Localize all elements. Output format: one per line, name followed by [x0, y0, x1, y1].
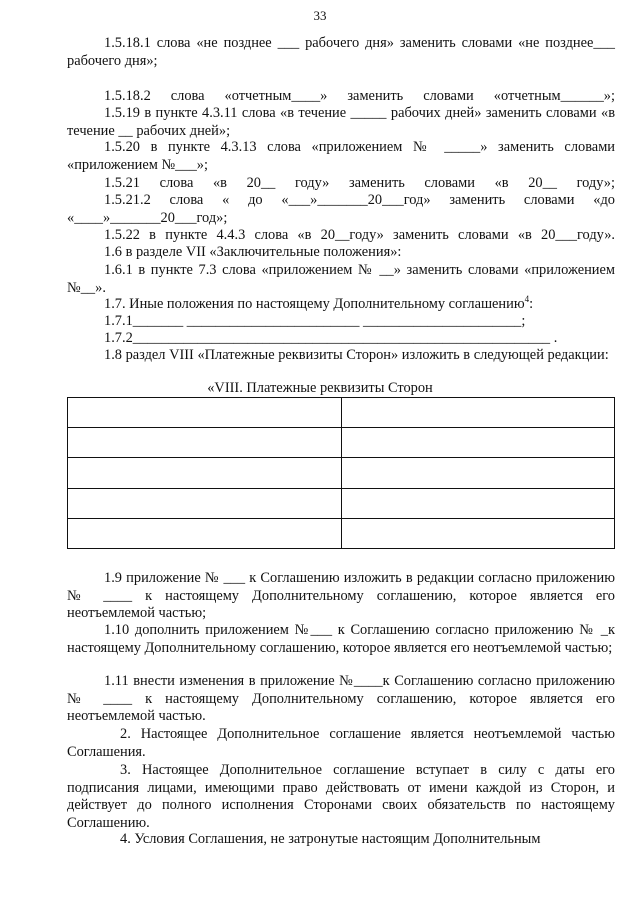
table-cell — [341, 488, 615, 518]
table-cell — [341, 458, 615, 488]
item-1-7 — [67, 296, 615, 314]
table-cell — [68, 398, 342, 428]
item-1-5-18-1: 1.5.18.1 слова «не позднее ___ рабочего дня» заменить словами «не позднее___ рабочего дня»; — [67, 35, 615, 69]
item-1-11: 1.11 внести изменения в приложение №____к Соглашению согласно приложению № ____ к настоящему Дополнительному соглашению, которое является его неотъемлемой частью. — [67, 673, 615, 724]
table-row — [68, 458, 615, 488]
table-cell — [341, 428, 615, 458]
item-1-9: 1.9 приложение № ___ к Соглашению изложить в редакции согласно приложению № ____ к настоящему Дополнительному соглашению, которое является его неотъемлемой частью; — [67, 570, 615, 621]
item-1-10: 1.10 дополнить приложением №___ к Соглашению согласно приложению № _к настоящему Дополнительному соглашению, которое является его неотъемлемой частью; — [67, 622, 615, 656]
table-cell — [341, 398, 615, 428]
table-cell — [68, 518, 342, 548]
item-1-6: 1.6 в разделе VII «Заключительные положения»: — [104, 244, 402, 260]
table-cell — [68, 488, 342, 518]
item-1-7-text: 1.7. Иные положения по настоящему Дополнительному соглашению — [104, 296, 525, 312]
table-cell — [68, 458, 342, 488]
item-1-5-21-2: 1.5.21.2 слова « до «___»_______20___год» заменить словами «до «____»_______20___год»; — [67, 192, 615, 226]
table-cell — [68, 428, 342, 458]
item-1-5-21: 1.5.21 слова «в 20__ году» заменить словами «в 20__ году»; — [104, 175, 615, 191]
item-2: 2. Настоящее Дополнительное соглашение является неотъемлемой частью Соглашения. — [67, 726, 615, 760]
table-row — [68, 518, 615, 548]
item-1-7-2: 1.7.2__________________________________________________________ . — [104, 330, 558, 346]
item-1-5-18-2: 1.5.18.2 слова «отчетным____» заменить словами «отчетным______»; — [104, 88, 615, 104]
item-1-5-19: 1.5.19 в пункте 4.3.11 слова «в течение _____ рабочих дней» заменить словами «в течение __ рабочих дней»; — [67, 105, 615, 139]
payment-details-table — [67, 397, 615, 549]
item-1-7-1: 1.7.1_______ ________________________ ______________________; — [104, 313, 526, 329]
item-1-7-colon: : — [529, 296, 534, 312]
table-row — [68, 428, 615, 458]
table-row — [68, 488, 615, 518]
item-3: 3. Настоящее Дополнительное соглашение вступает в силу с даты его подписания лицами, имеющими право действовать от имени каждой из Сторон, и действует до полного исполнения Сторонами своих обязательств по настоящему Соглашению. — [67, 762, 615, 831]
item-1-8: 1.8 раздел VIII «Платежные реквизиты Сторон» изложить в следующей редакции: — [104, 347, 609, 363]
section-viii-caption: «VIII. Платежные реквизиты Сторон — [207, 380, 433, 396]
footnote-ref: 4 — [524, 294, 530, 305]
table-row — [68, 398, 615, 428]
item-1-5-20: 1.5.20 в пункте 4.3.13 слова «приложением № _____» заменить словами «приложением №___»; — [67, 139, 615, 173]
item-1-6-1: 1.6.1 в пункте 7.3 слова «приложением № __» заменить словами «приложением №__». — [67, 262, 615, 296]
item-1-5-22: 1.5.22 в пункте 4.4.3 слова «в 20__году» заменить словами «в 20___году». — [104, 227, 615, 243]
item-4: 4. Условия Соглашения, не затронутые настоящим Дополнительным — [120, 831, 541, 847]
page-number: 33 — [313, 8, 327, 23]
table-cell — [341, 518, 615, 548]
